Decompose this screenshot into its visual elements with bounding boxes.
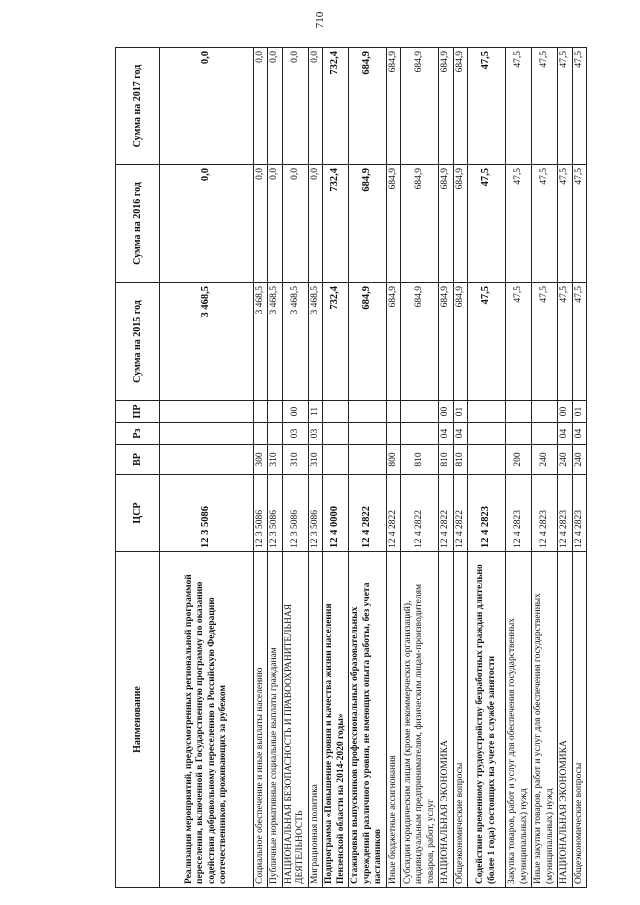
table-row bbox=[506, 48, 532, 888]
row-name: Общеэкономические вопросы bbox=[572, 552, 586, 888]
row-pr bbox=[254, 401, 268, 423]
row-name: Субсидии юридическим лицам (кроме некоммерческих организаций), индивидуальным предпринимателям, физическим лицам-производителям товаров, работ, услуг bbox=[401, 552, 439, 888]
row-vr: 240 bbox=[558, 445, 572, 475]
row-name: Миграционная политика bbox=[308, 552, 322, 888]
row-sum-2015: 684,9 bbox=[453, 283, 467, 401]
row-sum-2017: 47,5 bbox=[468, 48, 506, 165]
table-row bbox=[558, 48, 572, 888]
row-sum-2015: 47,5 bbox=[572, 283, 586, 401]
row-rz bbox=[348, 423, 386, 445]
row-name: Публичные нормативные социальные выплаты гражданам bbox=[268, 552, 282, 888]
row-sum-2017: 0,0 bbox=[160, 48, 254, 165]
table-row bbox=[401, 48, 439, 888]
table-row bbox=[282, 48, 308, 888]
budget-table bbox=[115, 47, 587, 888]
table-body bbox=[160, 48, 587, 888]
row-pr bbox=[348, 401, 386, 423]
row-rz: 04 bbox=[439, 423, 453, 445]
col-header-2017: Сумма на 2017 год bbox=[116, 48, 160, 165]
row-rz: 03 bbox=[282, 423, 308, 445]
row-sum-2017: 0,0 bbox=[308, 48, 322, 165]
row-csr: 12 4 2823 bbox=[572, 475, 586, 552]
row-vr: 800 bbox=[386, 445, 400, 475]
row-sum-2016: 684,9 bbox=[401, 165, 439, 283]
row-name: Закупка товаров, работ и услуг для обеспечения государственных (муниципальных) нужд bbox=[506, 552, 532, 888]
row-rz: 04 bbox=[572, 423, 586, 445]
row-sum-2015: 3 468,5 bbox=[308, 283, 322, 401]
table-row bbox=[160, 48, 254, 888]
row-sum-2017: 732,4 bbox=[323, 48, 349, 165]
row-vr: 310 bbox=[268, 445, 282, 475]
row-sum-2016: 47,5 bbox=[572, 165, 586, 283]
row-csr: 12 4 0000 bbox=[323, 475, 349, 552]
page-number: 710 bbox=[314, 11, 326, 29]
row-vr bbox=[468, 445, 506, 475]
row-vr: 200 bbox=[506, 445, 532, 475]
row-sum-2015: 732,4 bbox=[323, 283, 349, 401]
row-pr: 00 bbox=[439, 401, 453, 423]
col-header-pr: ПР bbox=[116, 401, 160, 423]
row-sum-2016: 684,9 bbox=[453, 165, 467, 283]
row-sum-2015: 684,9 bbox=[348, 283, 386, 401]
row-sum-2016: 0,0 bbox=[308, 165, 322, 283]
row-sum-2016: 684,9 bbox=[386, 165, 400, 283]
row-vr bbox=[160, 445, 254, 475]
row-name: Общеэкономические вопросы bbox=[453, 552, 467, 888]
row-vr bbox=[323, 445, 349, 475]
row-sum-2017: 47,5 bbox=[558, 48, 572, 165]
row-sum-2017: 0,0 bbox=[282, 48, 308, 165]
row-rz bbox=[532, 423, 558, 445]
col-header-2016: Сумма на 2016 год bbox=[116, 165, 160, 283]
row-csr: 12 3 5086 bbox=[160, 475, 254, 552]
row-rz bbox=[401, 423, 439, 445]
table-row bbox=[348, 48, 386, 888]
table-row bbox=[323, 48, 349, 888]
row-sum-2016: 0,0 bbox=[282, 165, 308, 283]
table-row bbox=[268, 48, 282, 888]
row-sum-2015: 47,5 bbox=[532, 283, 558, 401]
row-sum-2016: 0,0 bbox=[254, 165, 268, 283]
row-pr bbox=[401, 401, 439, 423]
row-csr: 12 4 2823 bbox=[558, 475, 572, 552]
row-rz: 03 bbox=[308, 423, 322, 445]
row-sum-2015: 47,5 bbox=[558, 283, 572, 401]
row-sum-2017: 684,9 bbox=[348, 48, 386, 165]
row-pr bbox=[468, 401, 506, 423]
row-name: Иные закупки товаров, работ и услуг для обеспечения государственных (муниципальных) нужд bbox=[532, 552, 558, 888]
row-name: Иные бюджетные ассигнования bbox=[386, 552, 400, 888]
row-sum-2017: 684,9 bbox=[453, 48, 467, 165]
row-csr: 12 4 2822 bbox=[401, 475, 439, 552]
row-sum-2016: 47,5 bbox=[532, 165, 558, 283]
row-pr bbox=[268, 401, 282, 423]
row-vr: 810 bbox=[439, 445, 453, 475]
row-rz bbox=[254, 423, 268, 445]
row-sum-2016: 684,9 bbox=[348, 165, 386, 283]
col-header-name: Наименование bbox=[116, 552, 160, 888]
row-rz bbox=[468, 423, 506, 445]
col-header-vr: ВР bbox=[116, 445, 160, 475]
row-rz bbox=[323, 423, 349, 445]
table-row bbox=[439, 48, 453, 888]
row-pr: 01 bbox=[572, 401, 586, 423]
row-sum-2016: 0,0 bbox=[268, 165, 282, 283]
row-pr: 00 bbox=[558, 401, 572, 423]
row-pr bbox=[506, 401, 532, 423]
row-pr bbox=[386, 401, 400, 423]
row-name: Подпрограмма «Повышение уровня и качества жизни населения Пензенской области на 2014-2020 годы» bbox=[323, 552, 349, 888]
row-rz: 04 bbox=[558, 423, 572, 445]
row-vr bbox=[348, 445, 386, 475]
row-sum-2015: 47,5 bbox=[468, 283, 506, 401]
table-header-row bbox=[116, 48, 160, 888]
row-csr: 12 4 2823 bbox=[468, 475, 506, 552]
row-sum-2015: 3 468,5 bbox=[268, 283, 282, 401]
row-pr: 01 bbox=[453, 401, 467, 423]
row-sum-2016: 0,0 bbox=[160, 165, 254, 283]
table-row bbox=[386, 48, 400, 888]
row-name: Реализация мероприятий, предусмотренных региональной программой переселения, включенной в Государственную программу по оказанию содействия добровольному переселению в Российскую Федерацию соотечественников, проживающих за рубежом bbox=[160, 552, 254, 888]
row-pr bbox=[160, 401, 254, 423]
row-rz: 04 bbox=[453, 423, 467, 445]
row-sum-2015: 684,9 bbox=[401, 283, 439, 401]
row-csr: 12 3 5086 bbox=[254, 475, 268, 552]
row-sum-2015: 684,9 bbox=[439, 283, 453, 401]
table-row bbox=[572, 48, 586, 888]
row-sum-2017: 684,9 bbox=[401, 48, 439, 165]
row-pr bbox=[323, 401, 349, 423]
row-csr: 12 4 2822 bbox=[453, 475, 467, 552]
budget-table-rotated bbox=[115, 48, 584, 888]
row-rz bbox=[160, 423, 254, 445]
row-sum-2016: 732,4 bbox=[323, 165, 349, 283]
row-sum-2015: 684,9 bbox=[386, 283, 400, 401]
row-name: НАЦИОНАЛЬНАЯ ЭКОНОМИКА bbox=[439, 552, 453, 888]
table-row bbox=[453, 48, 467, 888]
row-rz bbox=[506, 423, 532, 445]
row-sum-2016: 684,9 bbox=[439, 165, 453, 283]
row-vr: 310 bbox=[282, 445, 308, 475]
row-vr: 300 bbox=[254, 445, 268, 475]
row-pr: 00 bbox=[282, 401, 308, 423]
row-vr: 310 bbox=[308, 445, 322, 475]
row-sum-2017: 47,5 bbox=[506, 48, 532, 165]
row-pr: 11 bbox=[308, 401, 322, 423]
row-csr: 12 4 2822 bbox=[439, 475, 453, 552]
row-csr: 12 4 2822 bbox=[386, 475, 400, 552]
table-row bbox=[468, 48, 506, 888]
row-rz bbox=[268, 423, 282, 445]
table-row bbox=[254, 48, 268, 888]
row-sum-2016: 47,5 bbox=[558, 165, 572, 283]
row-rz bbox=[386, 423, 400, 445]
row-csr: 12 4 2823 bbox=[506, 475, 532, 552]
row-sum-2015: 47,5 bbox=[506, 283, 532, 401]
row-name: Содействие временному трудоустройству безработных граждан длительно (более 1 года) состоящих на учете в службе занятости bbox=[468, 552, 506, 888]
row-sum-2017: 684,9 bbox=[386, 48, 400, 165]
row-csr: 12 4 2822 bbox=[348, 475, 386, 552]
row-sum-2016: 47,5 bbox=[468, 165, 506, 283]
col-header-rz: Рз bbox=[116, 423, 160, 445]
row-sum-2015: 3 468,5 bbox=[254, 283, 268, 401]
table-row bbox=[532, 48, 558, 888]
col-header-2015: Сумма на 2015 год bbox=[116, 283, 160, 401]
row-sum-2017: 47,5 bbox=[532, 48, 558, 165]
row-vr: 810 bbox=[453, 445, 467, 475]
row-vr: 240 bbox=[572, 445, 586, 475]
row-sum-2017: 47,5 bbox=[572, 48, 586, 165]
row-sum-2017: 0,0 bbox=[254, 48, 268, 165]
row-vr: 810 bbox=[401, 445, 439, 475]
row-pr bbox=[532, 401, 558, 423]
row-name: Стажировки выпускников профессиональных образовательных учреждений различного уровня, не имеющих опыта работы, без учета наставников bbox=[348, 552, 386, 888]
row-csr: 12 3 5086 bbox=[308, 475, 322, 552]
row-name: НАЦИОНАЛЬНАЯ БЕЗОПАСНОСТЬ И ПРАВООХРАНИТЕЛЬНАЯ ДЕЯТЕЛЬНОСТЬ bbox=[282, 552, 308, 888]
row-sum-2015: 3 468,5 bbox=[160, 283, 254, 401]
row-csr: 12 4 2823 bbox=[532, 475, 558, 552]
table-row bbox=[308, 48, 322, 888]
row-name: Социальное обеспечение и иные выплаты населению bbox=[254, 552, 268, 888]
row-sum-2016: 47,5 bbox=[506, 165, 532, 283]
row-csr: 12 3 5086 bbox=[268, 475, 282, 552]
row-vr: 240 bbox=[532, 445, 558, 475]
row-sum-2017: 684,9 bbox=[439, 48, 453, 165]
row-csr: 12 3 5086 bbox=[282, 475, 308, 552]
row-sum-2015: 3 468,5 bbox=[282, 283, 308, 401]
row-sum-2017: 0,0 bbox=[268, 48, 282, 165]
row-name: НАЦИОНАЛЬНАЯ ЭКОНОМИКА bbox=[558, 552, 572, 888]
col-header-csr: ЦСР bbox=[116, 475, 160, 552]
